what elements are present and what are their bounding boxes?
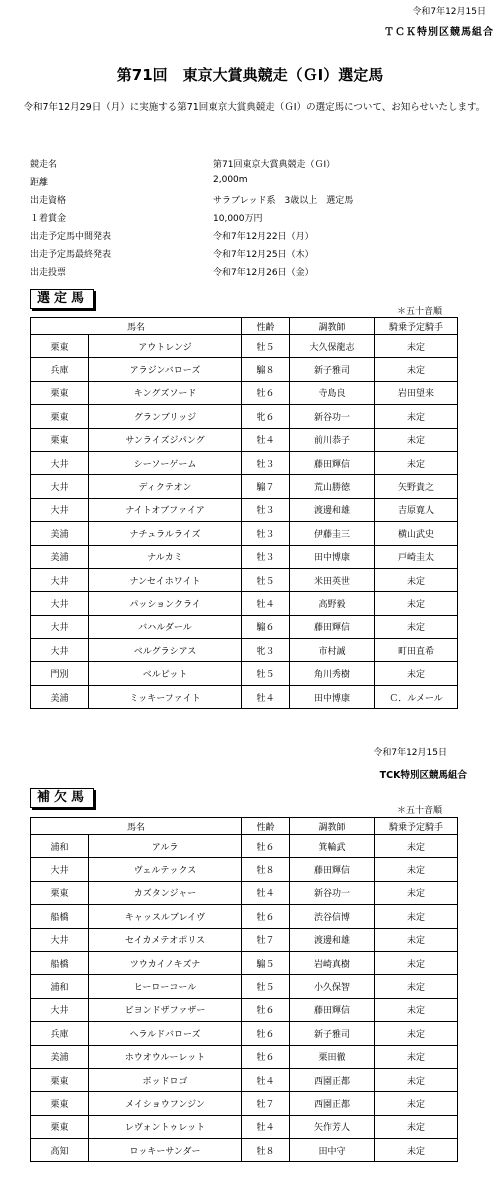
table-row	[31, 451, 458, 474]
col-header-horse: 馬名	[31, 818, 242, 835]
info-row	[30, 175, 450, 193]
location-cell: 大井	[31, 475, 89, 498]
horse-name-cell: アルラ	[89, 835, 242, 858]
sex-age-cell: 牝３	[242, 639, 290, 662]
table-row	[31, 498, 458, 521]
selected-section-label: 選定馬	[30, 289, 94, 309]
location-cell: 浦和	[31, 835, 89, 858]
sex-age-cell: 牡６	[242, 998, 290, 1021]
location-cell: 高知	[31, 1139, 89, 1162]
horse-name-cell: ヴェルテックス	[89, 858, 242, 881]
sex-age-cell: 牡５	[242, 662, 290, 685]
info-row	[30, 229, 450, 247]
horse-name-cell: グランブリッジ	[89, 405, 242, 428]
info-label: 出走予定馬中間発表	[30, 232, 112, 242]
trainer-cell: 米田英世	[290, 568, 375, 591]
horse-name-cell: バハルダール	[89, 615, 242, 638]
jockey-cell: 未定	[375, 975, 458, 998]
location-cell: 栗東	[31, 1068, 89, 1091]
jockey-cell: 未定	[375, 592, 458, 615]
sex-age-cell: 牡４	[242, 881, 290, 904]
location-cell: 大井	[31, 998, 89, 1021]
reserve-horses-table	[30, 817, 458, 1162]
jockey-cell: 未定	[375, 451, 458, 474]
table-row	[31, 568, 458, 591]
location-cell: 大井	[31, 639, 89, 662]
trainer-cell: 栗田徹	[290, 1045, 375, 1068]
location-cell: 大井	[31, 568, 89, 591]
horse-name-cell: ナチュラルライズ	[89, 522, 242, 545]
footer-organization: TCK特別区競馬組合	[379, 770, 467, 781]
location-cell: 大井	[31, 928, 89, 951]
table-row	[31, 1115, 458, 1138]
sex-age-cell: 牡８	[242, 858, 290, 881]
table-row	[31, 475, 458, 498]
trainer-cell: 大久保龍志	[290, 335, 375, 358]
jockey-cell: 吉原寛人	[375, 498, 458, 521]
trainer-cell: 矢作芳人	[290, 1115, 375, 1138]
trainer-cell: 新谷功一	[290, 405, 375, 428]
horse-name-cell: ホウオウルーレット	[89, 1045, 242, 1068]
jockey-cell: 未定	[375, 1045, 458, 1068]
horse-name-cell: レヴォントゥレット	[89, 1115, 242, 1138]
table-row	[31, 405, 458, 428]
sex-age-cell: 牡５	[242, 568, 290, 591]
location-cell: 栗東	[31, 335, 89, 358]
trainer-cell: 箕輪武	[290, 835, 375, 858]
trainer-cell: 渡邊和雄	[290, 928, 375, 951]
jockey-cell: 未定	[375, 615, 458, 638]
sex-age-cell: 牡４	[242, 1115, 290, 1138]
col-header-sex-age: 性齢	[242, 818, 290, 835]
location-cell: 大井	[31, 858, 89, 881]
table-row	[31, 1045, 458, 1068]
table-row	[31, 685, 458, 708]
trainer-cell: 田中守	[290, 1139, 375, 1162]
horse-name-cell: サンライズジパング	[89, 428, 242, 451]
jockey-cell: 未定	[375, 951, 458, 974]
sex-age-cell: 牡３	[242, 498, 290, 521]
col-header-sex-age: 性齢	[242, 318, 290, 335]
selected-sort-note: ＊五十音順	[397, 307, 443, 317]
sex-age-cell: 牡８	[242, 1139, 290, 1162]
horse-name-cell: ナンセイホワイト	[89, 568, 242, 591]
info-row	[30, 157, 450, 175]
table-row	[31, 998, 458, 1021]
location-cell: 大井	[31, 615, 89, 638]
footer-date: 令和7年12月15日	[373, 748, 447, 758]
trainer-cell: 田中博康	[290, 545, 375, 568]
table-row	[31, 905, 458, 928]
location-cell: 美浦	[31, 685, 89, 708]
col-header-jockey: 騎乗予定騎手	[375, 318, 458, 335]
sex-age-cell: 牡３	[242, 545, 290, 568]
info-value: 令和7年12月25日（木）	[213, 250, 314, 260]
sex-age-cell: 牡６	[242, 835, 290, 858]
info-value: サラブレッド系 3歳以上 選定馬	[213, 196, 354, 206]
location-cell: 栗東	[31, 428, 89, 451]
table-row	[31, 1068, 458, 1091]
col-header-horse: 馬名	[31, 318, 242, 335]
page-title: 第71回 東京大賞典競走（ＧⅠ）選定馬	[116, 66, 384, 84]
sex-age-cell: 牡７	[242, 928, 290, 951]
horse-name-cell: ディクテオン	[89, 475, 242, 498]
location-cell: 浦和	[31, 975, 89, 998]
table-row	[31, 381, 458, 404]
table-row	[31, 928, 458, 951]
jockey-cell: 矢野貴之	[375, 475, 458, 498]
horse-name-cell: キングズソード	[89, 381, 242, 404]
sex-age-cell: 牡４	[242, 685, 290, 708]
table-header-row	[31, 318, 458, 335]
horse-name-cell: ヘラルドバローズ	[89, 1022, 242, 1045]
trainer-cell: 角川秀樹	[290, 662, 375, 685]
jockey-cell: 未定	[375, 858, 458, 881]
horse-name-cell: ナルカミ	[89, 545, 242, 568]
header-date: 令和7年12月15日	[412, 7, 486, 17]
jockey-cell: 未定	[375, 1068, 458, 1091]
info-row	[30, 211, 450, 229]
info-label: 出走投票	[30, 268, 67, 278]
table-row	[31, 522, 458, 545]
horse-name-cell: セイカメテオポリス	[89, 928, 242, 951]
sex-age-cell: 牝６	[242, 405, 290, 428]
table-row	[31, 1092, 458, 1115]
horse-name-cell: ミッキーファイト	[89, 685, 242, 708]
selected-horses-table	[30, 317, 458, 709]
table-row	[31, 428, 458, 451]
info-value: 令和7年12月26日（金）	[213, 268, 314, 278]
table-row	[31, 1022, 458, 1045]
trainer-cell: 藤田輝信	[290, 615, 375, 638]
info-value: 令和7年12月22日（月）	[213, 232, 314, 242]
location-cell: 美浦	[31, 522, 89, 545]
location-cell: 栗東	[31, 381, 89, 404]
table-header-row	[31, 818, 458, 835]
trainer-cell: 西園正都	[290, 1068, 375, 1091]
info-value: 2,000m	[213, 175, 248, 185]
trainer-cell: 岩崎真樹	[290, 951, 375, 974]
trainer-cell: 渡邊和雄	[290, 498, 375, 521]
table-row	[31, 335, 458, 358]
horse-name-cell: キャッスルブレイヴ	[89, 905, 242, 928]
horse-name-cell: ナイトオブファイア	[89, 498, 242, 521]
location-cell: 大井	[31, 592, 89, 615]
header-organization: ＴＣＫ特別区競馬組合	[384, 27, 494, 38]
table-row	[31, 975, 458, 998]
jockey-cell: 未定	[375, 428, 458, 451]
jockey-cell: 町田直希	[375, 639, 458, 662]
table-row	[31, 951, 458, 974]
trainer-cell: 寺島良	[290, 381, 375, 404]
table-row	[31, 358, 458, 381]
sex-age-cell: 牡５	[242, 975, 290, 998]
jockey-cell: 未定	[375, 405, 458, 428]
intro-text: 令和7年12月29日（月）に実施する第71回東京大賞典競走（ＧⅠ）の選定馬について、お知らせいたします。	[14, 102, 486, 113]
sex-age-cell: 牡４	[242, 592, 290, 615]
jockey-cell: 未定	[375, 835, 458, 858]
horse-name-cell: ボッドロゴ	[89, 1068, 242, 1091]
trainer-cell: 伊藤圭三	[290, 522, 375, 545]
table-row	[31, 615, 458, 638]
jockey-cell: 未定	[375, 881, 458, 904]
sex-age-cell: 牡６	[242, 381, 290, 404]
sex-age-cell: 牡７	[242, 1092, 290, 1115]
col-header-trainer: 調教師	[290, 818, 375, 835]
table-row	[31, 835, 458, 858]
info-label: 距離	[30, 178, 49, 188]
info-row	[30, 193, 450, 211]
sex-age-cell: 牡６	[242, 1022, 290, 1045]
trainer-cell: 藤田輝信	[290, 858, 375, 881]
location-cell: 大井	[31, 451, 89, 474]
table-row	[31, 858, 458, 881]
sex-age-cell: 騸７	[242, 475, 290, 498]
trainer-cell: 藤田輝信	[290, 451, 375, 474]
location-cell: 門別	[31, 662, 89, 685]
location-cell: 大井	[31, 498, 89, 521]
location-cell: 美浦	[31, 1045, 89, 1068]
horse-name-cell: カズタンジャー	[89, 881, 242, 904]
info-row	[30, 265, 450, 283]
jockey-cell: 未定	[375, 1139, 458, 1162]
info-label: 競走名	[30, 160, 58, 170]
trainer-cell: 新谷功一	[290, 881, 375, 904]
table-row	[31, 545, 458, 568]
table-row	[31, 639, 458, 662]
trainer-cell: 藤田輝信	[290, 998, 375, 1021]
sex-age-cell: 牡６	[242, 1045, 290, 1068]
info-label: 出走予定馬最終発表	[30, 250, 112, 260]
horse-name-cell: シーソーゲーム	[89, 451, 242, 474]
table-row	[31, 881, 458, 904]
location-cell: 船橋	[31, 905, 89, 928]
horse-name-cell: パッションクライ	[89, 592, 242, 615]
trainer-cell: 渋谷信博	[290, 905, 375, 928]
jockey-cell: 未定	[375, 1115, 458, 1138]
sex-age-cell: 牡４	[242, 1068, 290, 1091]
info-label: １着賞金	[30, 214, 67, 224]
location-cell: 栗東	[31, 881, 89, 904]
horse-name-cell: ヒーローコール	[89, 975, 242, 998]
jockey-cell: 横山武史	[375, 522, 458, 545]
jockey-cell: 未定	[375, 662, 458, 685]
info-row	[30, 247, 450, 265]
jockey-cell: 未定	[375, 905, 458, 928]
sex-age-cell: 牡６	[242, 905, 290, 928]
info-label: 出走資格	[30, 196, 67, 206]
sex-age-cell: 牡５	[242, 335, 290, 358]
horse-name-cell: ビヨンドザファザー	[89, 998, 242, 1021]
horse-name-cell: ツウカイノキズナ	[89, 951, 242, 974]
location-cell: 栗東	[31, 405, 89, 428]
horse-name-cell: メイショウフンジン	[89, 1092, 242, 1115]
trainer-cell: 新子雅司	[290, 1022, 375, 1045]
sex-age-cell: 牡３	[242, 451, 290, 474]
horse-name-cell: ベルピット	[89, 662, 242, 685]
jockey-cell: 未定	[375, 1022, 458, 1045]
jockey-cell: 戸崎圭太	[375, 545, 458, 568]
jockey-cell: Ｃ．ルメール	[375, 685, 458, 708]
trainer-cell: 西園正都	[290, 1092, 375, 1115]
trainer-cell: 小久保智	[290, 975, 375, 998]
table-row	[31, 662, 458, 685]
jockey-cell: 未定	[375, 358, 458, 381]
horse-name-cell: ベルグラシアス	[89, 639, 242, 662]
table-row	[31, 1139, 458, 1162]
jockey-cell: 未定	[375, 1092, 458, 1115]
location-cell: 船橋	[31, 951, 89, 974]
location-cell: 美浦	[31, 545, 89, 568]
sex-age-cell: 騸６	[242, 615, 290, 638]
sex-age-cell: 騸８	[242, 358, 290, 381]
trainer-cell: 荒山勝徳	[290, 475, 375, 498]
trainer-cell: 市村誠	[290, 639, 375, 662]
sex-age-cell: 牡４	[242, 428, 290, 451]
location-cell: 兵庫	[31, 1022, 89, 1045]
trainer-cell: 田中博康	[290, 685, 375, 708]
horse-name-cell: アウトレンジ	[89, 335, 242, 358]
reserve-sort-note: ＊五十音順	[397, 806, 443, 816]
trainer-cell: 前川恭子	[290, 428, 375, 451]
jockey-cell: 未定	[375, 928, 458, 951]
info-value: 第71回東京大賞典競走（ＧⅠ）	[213, 160, 336, 170]
location-cell: 兵庫	[31, 358, 89, 381]
location-cell: 栗東	[31, 1092, 89, 1115]
jockey-cell: 未定	[375, 335, 458, 358]
info-value: 10,000万円	[213, 214, 263, 224]
table-row	[31, 592, 458, 615]
horse-name-cell: ロッキーサンダー	[89, 1139, 242, 1162]
sex-age-cell: 牡３	[242, 522, 290, 545]
jockey-cell: 未定	[375, 568, 458, 591]
location-cell: 栗東	[31, 1115, 89, 1138]
jockey-cell: 未定	[375, 998, 458, 1021]
reserve-section-label: 補欠馬	[30, 788, 94, 808]
col-header-trainer: 調教師	[290, 318, 375, 335]
sex-age-cell: 騸５	[242, 951, 290, 974]
horse-name-cell: アラジンバローズ	[89, 358, 242, 381]
trainer-cell: 新子雅司	[290, 358, 375, 381]
jockey-cell: 岩田望来	[375, 381, 458, 404]
trainer-cell: 高野毅	[290, 592, 375, 615]
col-header-jockey: 騎乗予定騎手	[375, 818, 458, 835]
